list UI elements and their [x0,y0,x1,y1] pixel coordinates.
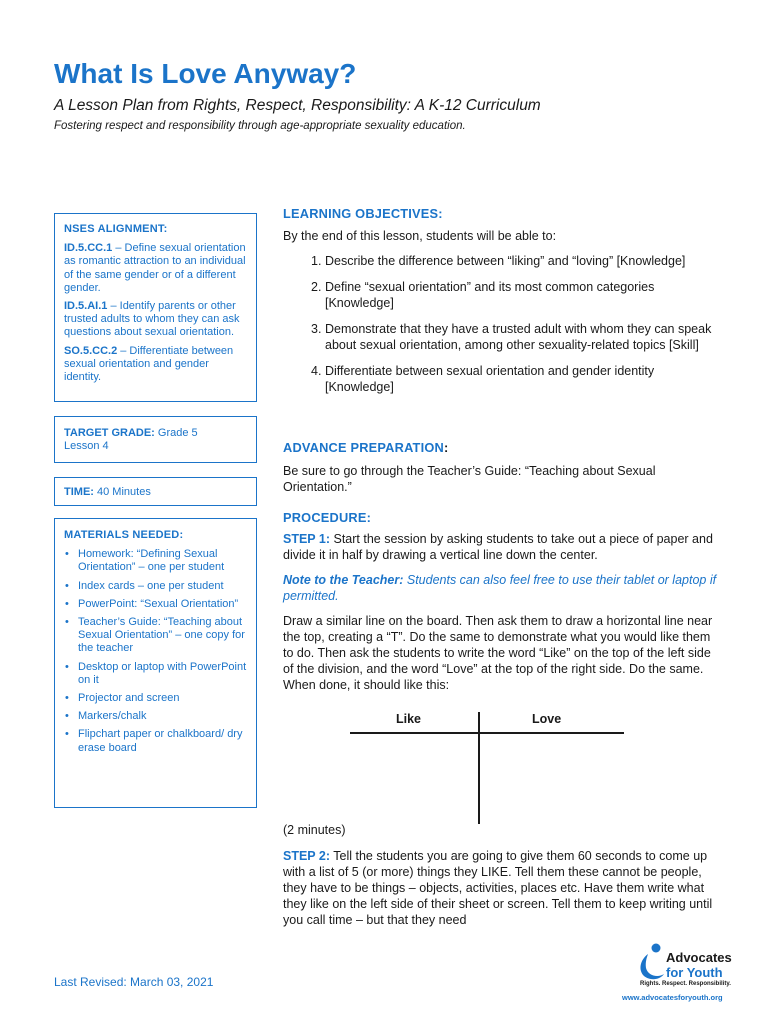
list-item: • Projector and screen [64,692,247,705]
figure-logo-icon [636,942,666,982]
step-2: STEP 2: Tell the students you are going to give them 60 seconds to come up with a list of 5 (or more) things they LIKE. Tell them these cannot be people, they have to be things – objects, activities, places etc. Have them write what they like on the left side of their sheet or screen. Tell them to keep writing until you call time – but that they need [283,849,713,927]
nses-item: ID.5.AI.1 – Identify parents or other trusted adults to whom they can ask questions about sexual orientation. [64,300,240,339]
list-item: • Desktop or laptop with PowerPoint on it [64,661,247,687]
website-url: www.advocatesforyouth.org [622,993,723,1002]
list-item: • Flipchart paper or chalkboard/ dry erase board [64,728,247,754]
list-item: 4. Differentiate between sexual orientation and gender identity [Knowledge] [311,364,655,394]
objectives-list [283,253,723,395]
nses-item: SO.5.CC.2 – Differentiate between sexual orientation and gender identity. [64,344,234,384]
objectives-heading: LEARNING OBJECTIVES: [283,206,443,221]
list-item: • Markers/chalk [64,710,247,723]
target-grade-box [54,416,257,463]
page-title: What Is Love Anyway? [54,58,357,89]
advance-preparation-section [283,440,723,495]
materials-box [54,518,257,808]
logo-line-1: Advocates [666,950,732,965]
list-item: 1. Describe the difference between “liking” and “loving” [Knowledge] [311,254,686,268]
last-revised-date: Last Revised: March 03, 2021 [54,975,214,989]
list-item: 2. Define “sexual orientation” and its most common categories [Knowledge] [311,280,655,310]
step-duration: (2 minutes) [283,823,346,837]
procedure-paragraph: Draw a similar line on the board. Then ask them to draw a horizontal line near the top, creating a “T”. Do the same to demonstrate what you would like them to do. Then ask the students to write the word “Like” on the top of the left side of the division, and the word “Love” at the top of the right side. Do the same. When done, it should like this: [283,614,713,692]
t-chart-vertical-line [478,712,480,824]
t-chart-like-label: Like [396,712,422,726]
procedure-continued [283,822,723,928]
target-grade: TARGET GRADE: Grade 5 [64,427,198,439]
nses-item: ID.5.CC.1 – Define sexual orientation as romantic attraction to an individual of the same gender or of a different gender. [64,242,246,294]
step-1: STEP 1: Start the session by asking students to take out a piece of paper and divide it in half by drawing a vertical line down the center. [283,532,713,562]
list-item: • Index cards – one per student [64,580,247,593]
logo-tagline: Rights. Respect. Responsibility. [640,981,731,987]
advance-text: Be sure to go through the Teacher’s Guide: “Teaching about Sexual Orientation.” [283,464,656,494]
learning-objectives-section [283,206,723,405]
list-item: • Homework: “Defining Sexual Orientation” – one per student [64,548,247,574]
lesson-time: TIME: 40 Minutes [64,486,151,498]
materials-list [64,548,247,755]
lesson-number: Lesson 4 [64,440,109,453]
list-item: • Teacher’s Guide: “Teaching about Sexual Orientation” – one copy for the teacher [64,616,247,656]
objectives-intro: By the end of this lesson, students will be able to: [283,229,557,243]
time-box [54,477,257,506]
t-chart-love-label: Love [532,712,562,726]
materials-heading: MATERIALS NEEDED: [64,529,184,541]
advocates-for-youth-logo [622,940,742,1006]
advance-heading: ADVANCE PREPARATION: [283,440,449,455]
nses-heading: NSES ALIGNMENT: [64,223,168,235]
nses-alignment-box [54,213,257,402]
list-item: • PowerPoint: “Sexual Orientation” [64,598,247,611]
procedure-heading: PROCEDURE: [283,510,372,525]
t-chart-horizontal-line [350,732,624,734]
teacher-note: Note to the Teacher: Students can also feel free to use their tablet or laptop if permitted. [283,573,717,603]
procedure-section [283,510,723,693]
list-item: 3. Demonstrate that they have a trusted adult with whom they can speak about sexual orientation, among other sexuality-related topics [Skill] [311,322,712,352]
page-tagline: Fostering respect and responsibility through age-appropriate sexuality education. [54,120,466,132]
like-love-t-chart [350,712,624,824]
logo-line-2: for Youth [666,965,723,980]
page-subtitle: A Lesson Plan from Rights, Respect, Responsibility: A K-12 Curriculum [54,97,541,114]
